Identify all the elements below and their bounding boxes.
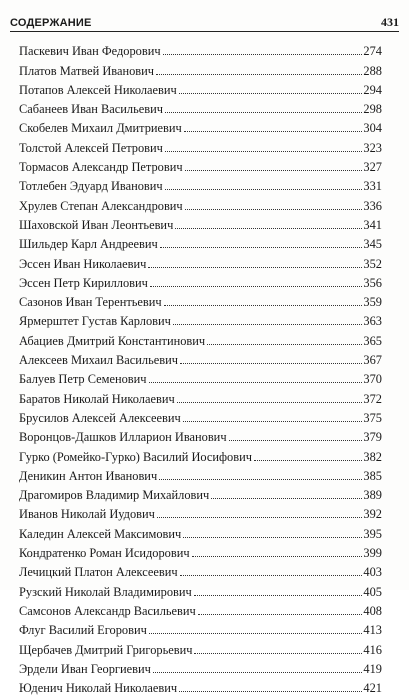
toc-entry	[19, 251, 382, 270]
toc-entry	[19, 232, 382, 251]
dot-leader	[184, 131, 363, 132]
dot-leader	[157, 517, 363, 518]
dot-leader	[207, 344, 362, 345]
toc-entry-page: 405	[363, 584, 382, 599]
dot-leader	[183, 421, 363, 422]
dot-leader	[163, 54, 363, 55]
toc-entry-page: 408	[363, 603, 382, 618]
toc-entry-name: Самсонов Александр Васильевич	[19, 603, 196, 618]
toc-entry-name: Шаховской Иван Леонтьевич	[19, 217, 174, 232]
toc-entry-page: 372	[363, 391, 382, 406]
dot-leader	[149, 633, 363, 634]
toc-entry-name: Воронцов-Дашков Илларион Иванович	[19, 430, 227, 445]
section-title: СОДЕРЖАНИЕ	[10, 17, 92, 29]
dot-leader	[165, 112, 362, 113]
dot-leader	[177, 402, 363, 403]
toc-entry	[19, 579, 382, 598]
toc-entry	[19, 78, 382, 97]
dot-leader	[175, 228, 362, 229]
dot-leader	[185, 209, 363, 210]
toc-entry	[19, 425, 382, 444]
dot-leader	[165, 189, 363, 190]
toc-entry-name: Тотлебен Эдуард Иванович	[19, 179, 163, 194]
toc-entry-name: Сазонов Иван Терентьевич	[19, 295, 162, 310]
toc-entry	[19, 348, 382, 367]
toc-entry-name: Рузский Николай Владимирович	[19, 584, 192, 599]
toc-entry	[19, 97, 382, 116]
toc-entry	[19, 483, 382, 502]
toc-entry	[19, 135, 382, 154]
toc-entry	[19, 116, 382, 135]
toc-entry-page: 365	[363, 333, 382, 348]
toc-entry-page: 327	[363, 160, 382, 175]
toc-entry-page: 389	[363, 488, 382, 503]
toc-entry-page: 370	[363, 372, 382, 387]
dot-leader	[192, 556, 363, 557]
toc-entry	[19, 618, 382, 637]
dot-leader	[194, 595, 363, 596]
toc-entry-page: 421	[363, 681, 382, 695]
toc-entry-name: Абациев Дмитрий Константинович	[19, 333, 206, 348]
dot-leader	[180, 575, 363, 576]
dot-leader	[194, 653, 362, 654]
toc-entry-page: 359	[363, 295, 382, 310]
dot-leader	[149, 382, 363, 383]
toc-entry-name: Балуев Петр Семенович	[19, 372, 147, 387]
toc-entry	[19, 502, 382, 521]
toc-entry-name: Тормасов Александр Петрович	[19, 160, 183, 175]
toc-entry	[19, 386, 382, 405]
dot-leader	[183, 537, 362, 538]
toc-entry-page: 345	[363, 237, 382, 252]
toc-entry-page: 336	[363, 198, 382, 213]
page-number: 431	[381, 15, 399, 29]
dot-leader	[153, 672, 363, 673]
dot-leader	[229, 440, 363, 441]
toc-entry-name: Юденич Николай Николаевич	[19, 681, 178, 695]
toc-entry-page: 331	[363, 179, 382, 194]
table-of-contents	[19, 39, 382, 695]
toc-entry-page: 382	[363, 449, 382, 464]
toc-entry-page: 379	[363, 430, 382, 445]
toc-entry-name: Эссен Петр Кириллович	[19, 275, 148, 290]
toc-entry-page: 367	[363, 353, 382, 368]
toc-entry	[19, 464, 382, 483]
toc-entry-page: 323	[363, 140, 382, 155]
dot-leader	[179, 93, 363, 94]
toc-entry-name: Алексеев Михаил Васильевич	[19, 353, 178, 368]
toc-entry	[19, 309, 382, 328]
toc-entry-page: 392	[363, 507, 382, 522]
toc-entry	[19, 174, 382, 193]
toc-entry	[19, 58, 382, 77]
toc-entry	[19, 676, 382, 695]
toc-entry	[19, 599, 382, 618]
toc-entry	[19, 213, 382, 232]
toc-entry-name: Лечицкий Платон Алексеевич	[19, 565, 178, 580]
toc-entry	[19, 193, 382, 212]
toc-entry-page: 416	[363, 642, 382, 657]
toc-entry	[19, 521, 382, 540]
toc-entry	[19, 328, 382, 347]
toc-entry-name: Хрулев Степан Александрович	[19, 198, 183, 213]
toc-entry	[19, 444, 382, 463]
toc-entry-page: 399	[363, 546, 382, 561]
toc-entry	[19, 271, 382, 290]
toc-entry-name: Платов Матвей Иванович	[19, 63, 154, 78]
toc-entry-page: 341	[363, 217, 382, 232]
dot-leader	[164, 305, 363, 306]
toc-entry-name: Кондратенко Роман Исидорович	[19, 546, 190, 561]
dot-leader	[185, 170, 363, 171]
toc-entry-page: 403	[363, 565, 382, 580]
dot-leader	[180, 363, 362, 364]
toc-entry	[19, 541, 382, 560]
toc-entry-name: Брусилов Алексей Алексеевич	[19, 410, 181, 425]
toc-entry	[19, 560, 382, 579]
dot-leader	[159, 479, 362, 480]
dot-leader	[254, 460, 362, 461]
toc-entry-name: Ярмерштет Густав Карлович	[19, 314, 171, 329]
dot-leader	[165, 151, 363, 152]
dot-leader	[160, 247, 363, 248]
toc-entry-name: Толстой Алексей Петрович	[19, 140, 163, 155]
toc-entry-name: Флуг Василий Егорович	[19, 623, 147, 638]
toc-entry-name: Сабанеев Иван Васильевич	[19, 102, 163, 117]
toc-entry-page: 375	[363, 410, 382, 425]
toc-entry-name: Шильдер Карл Андреевич	[19, 237, 158, 252]
dot-leader	[179, 691, 362, 692]
toc-entry-page: 363	[363, 314, 382, 329]
toc-entry-name: Иванов Николай Иудович	[19, 507, 155, 522]
toc-entry-page: 413	[363, 623, 382, 638]
dot-leader	[148, 267, 362, 268]
toc-entry	[19, 39, 382, 58]
toc-entry-name: Драгомиров Владимир Михайлович	[19, 488, 210, 503]
toc-entry-name: Паскевич Иван Федорович	[19, 44, 161, 59]
toc-entry-name: Потапов Алексей Николаевич	[19, 82, 177, 97]
toc-entry-name: Каледин Алексей Максимович	[19, 526, 182, 541]
toc-entry-page: 352	[363, 256, 382, 271]
dot-leader	[173, 324, 363, 325]
toc-entry	[19, 290, 382, 309]
toc-entry-page: 419	[363, 661, 382, 676]
toc-entry-name: Деникин Антон Иванович	[19, 468, 158, 483]
toc-entry	[19, 637, 382, 656]
toc-entry-page: 395	[363, 526, 382, 541]
running-header	[10, 13, 399, 32]
dot-leader	[198, 614, 363, 615]
toc-entry	[19, 155, 382, 174]
toc-entry-page: 294	[363, 82, 382, 97]
toc-entry-page: 304	[363, 121, 382, 136]
toc-entry-page: 385	[363, 468, 382, 483]
dot-leader	[211, 498, 362, 499]
toc-entry-page: 356	[363, 275, 382, 290]
toc-entry-name: Эссен Иван Николаевич	[19, 256, 147, 271]
toc-entry-name: Баратов Николай Николаевич	[19, 391, 175, 406]
toc-entry-name: Гурко (Ромейко-Гурко) Василий Иосифович	[19, 449, 252, 464]
toc-entry-name: Щербачев Дмитрий Григорьевич	[19, 642, 193, 657]
toc-entry	[19, 657, 382, 676]
toc-entry-name: Скобелев Михаил Дмитриевич	[19, 121, 182, 136]
toc-entry	[19, 367, 382, 386]
toc-entry-page: 288	[363, 63, 382, 78]
dot-leader	[156, 74, 362, 75]
dot-leader	[150, 286, 363, 287]
toc-entry-page: 298	[363, 102, 382, 117]
toc-entry-name: Эрдели Иван Георгиевич	[19, 661, 151, 676]
toc-entry	[19, 406, 382, 425]
toc-entry-page: 274	[363, 44, 382, 59]
